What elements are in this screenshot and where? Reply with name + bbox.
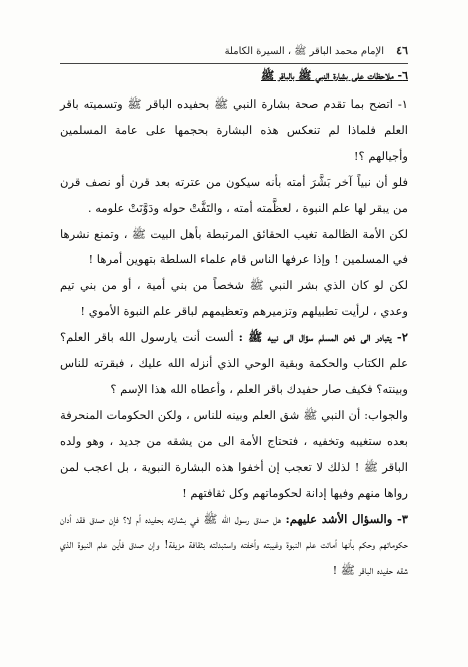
paragraph-2-text: فلو أن نبياً آخر بَشَّرَ أمته بأنه سيكون من عترته بعد قرن أو نصف قرن من يبقر لها علم النبوة ، لعظَّمته أمته ، والتَفَّتْ حوله ودَوَّنَتْ علومه .: [60, 174, 408, 215]
paragraph-3: [60, 222, 408, 274]
section-heading: ٦- ملاحظات على بشارة النبي ﷺ بالباقر ﷺ: [260, 69, 408, 82]
page-number: ٤٦: [396, 44, 408, 57]
paragraph-3-text: لكن الأمة الظالمة تغيب الحقائق المرتبطة بأهل البيت ﷺ ، وتمنع نشرها في المسلمين ! وإذا عرفها الناس قام علماء السلطة بتهوين أمرها !: [60, 226, 408, 267]
paragraph-7-lead: ٣- والسؤال الأشد عليهم:: [285, 511, 408, 526]
running-header: [60, 44, 408, 60]
paragraph-5-lead: ٢- يتبادر الى ذهن المسلم سؤال الى نبيه ﷺ :: [238, 330, 408, 345]
paragraph-6: [60, 403, 408, 507]
paragraph-4-text: لكن لو كان الذي بشر النبي ﷺ شخصاً من بني أمية ، أو من بني تيم وعدي ، لرأيت تطبيلهم وتزميرهم وتعظيمهم لباقر علم النبوة الأموي !: [60, 278, 408, 319]
paragraph-7: [60, 507, 408, 585]
paragraph-4: [60, 273, 408, 325]
paragraph-6-text: والجواب: أن النبي ﷺ شق العلم وبينه للناس ، ولكن الحكومات المنحرفة بعده ستغيبه وتخفيه ، فتحتاج الأمة الى من يشقه من جديد ، وهو ولده الباقر ﷺ ! لذلك لا تعجب إن أخفوا هذه البشارة النبوية ، بل اعجب لمن رواها منهم وفيها إدانة لحكوماتهم وكل ثقافتهم !: [60, 407, 408, 500]
header-rule: [60, 63, 408, 64]
paragraph-7-text: هل صدق رسول الله ﷺ في بشارته بحفيده أم لا؟ فإن صدق فقد أدان حكوماتهم وحكم بأنها أماتت علم النبوة وغيبته وأخفته واستبدلته بثقافة مزيفة! وإن صدق فأين علم النبوة الذي شقه حفيده الباقر ﷺ !: [60, 511, 408, 578]
paragraph-1: [60, 92, 408, 170]
paragraph-5: [60, 325, 408, 403]
paragraph-1-text: ١- اتضح بما تقدم صحة بشارة النبي ﷺ بحفيده الباقر ﷺ وتسميته باقر العلم فلماذا لم تنعكس هذه البشارة بحجمها على عامة المسلمين وأجيالهم ؟!: [60, 97, 408, 163]
paragraph-5-text: ألست أنت يارسول الله باقر العلم؟ علم الكتاب والحكمة وبقية الوحي الذي أنزله الله عليك ، فبقرته للناس وبينته؟ فكيف صار حفيدك باقر العلم ، وأعطاه الله هذا الإسم ؟: [60, 330, 408, 396]
running-title: الإمام محمد الباقر ﷺ ، السيرة الكاملة: [224, 46, 384, 57]
paragraph-2: [60, 170, 408, 222]
body-text: [60, 92, 408, 584]
